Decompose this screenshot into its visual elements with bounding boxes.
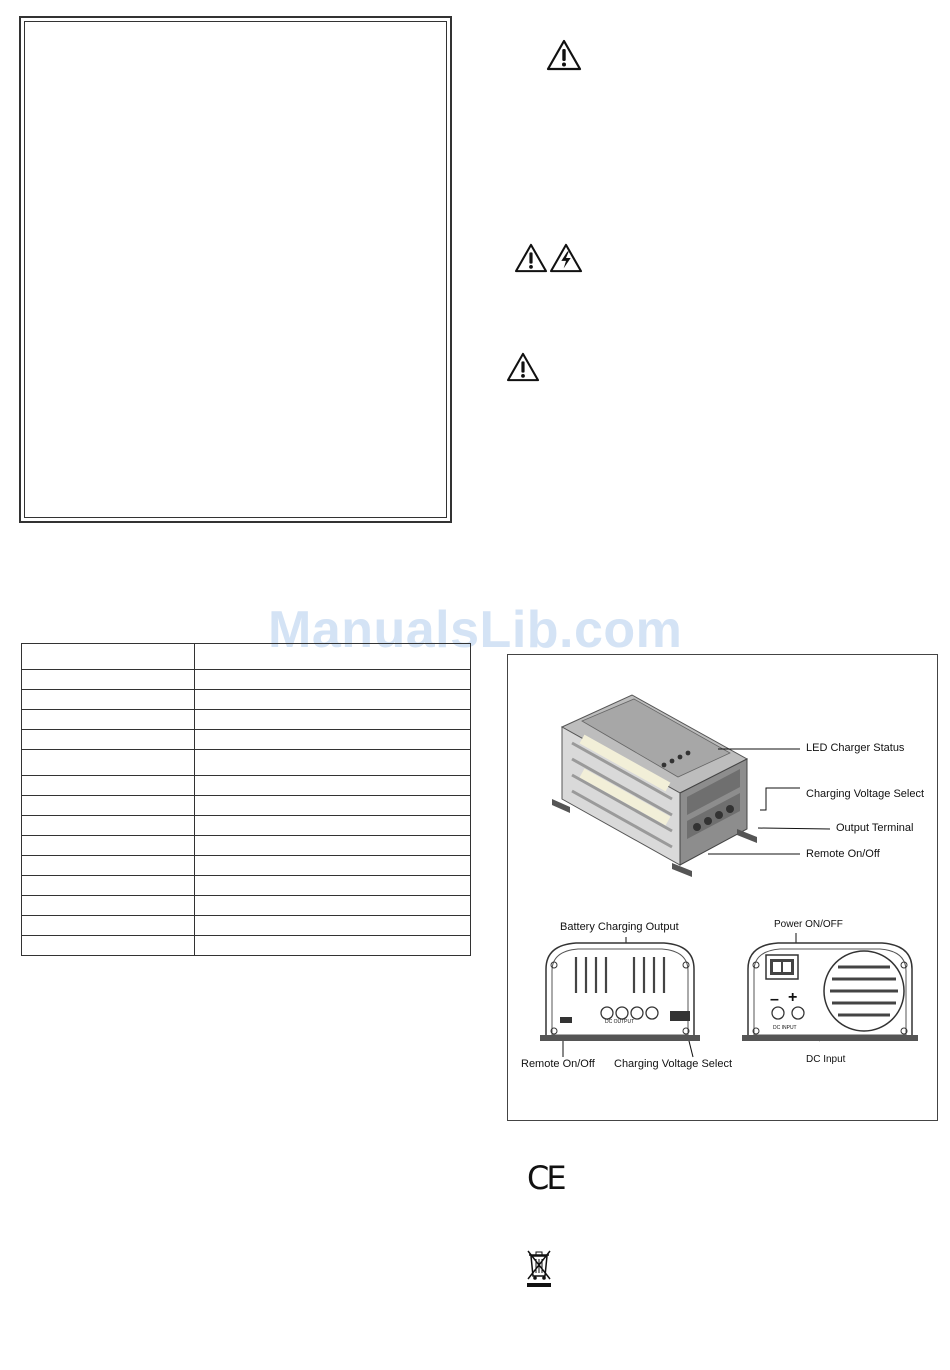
table-cell	[22, 710, 195, 730]
table-cell	[22, 816, 195, 836]
remote-label: Remote On/Off	[806, 848, 880, 860]
table-row	[22, 670, 471, 690]
caution-icon	[546, 39, 582, 71]
table-row	[22, 710, 471, 730]
table-row	[22, 896, 471, 916]
table-row	[22, 644, 471, 670]
table-cell	[195, 730, 471, 750]
product-diagram	[507, 654, 938, 1121]
table-cell	[195, 670, 471, 690]
output-terminal-label: Output Terminal	[836, 822, 914, 834]
plus-label: +	[788, 989, 798, 1006]
battery-output-label: Battery Charging Output	[560, 921, 679, 933]
table-row	[22, 916, 471, 936]
dc-input-label: DC Input	[806, 1054, 846, 1065]
voltage-select-bottom-label: Charging Voltage Select	[614, 1058, 733, 1070]
table-row	[22, 876, 471, 896]
weee-bin-icon	[526, 1248, 552, 1288]
watermark: ManualsLib.com	[268, 601, 683, 659]
table-row	[22, 776, 471, 796]
table-row	[22, 690, 471, 710]
table-cell	[22, 670, 195, 690]
ce-mark-icon: CE	[527, 1159, 564, 1197]
notice-box-inner-border	[24, 21, 447, 518]
table-row	[22, 836, 471, 856]
table-cell	[195, 690, 471, 710]
table-cell	[22, 796, 195, 816]
table-cell	[22, 896, 195, 916]
table-cell	[195, 816, 471, 836]
table-cell	[22, 776, 195, 796]
table-row	[22, 796, 471, 816]
minus-label: –	[770, 991, 779, 1008]
spec-table	[21, 643, 471, 956]
table-cell	[195, 916, 471, 936]
table-row	[22, 856, 471, 876]
notice-box	[19, 16, 452, 523]
table-cell	[22, 690, 195, 710]
table-cell	[195, 936, 471, 956]
caution-icon	[506, 352, 540, 382]
output-end-view	[536, 939, 704, 1041]
table-cell	[195, 896, 471, 916]
table-cell	[195, 710, 471, 730]
table-cell	[195, 856, 471, 876]
table-cell	[22, 856, 195, 876]
table-row	[22, 936, 471, 956]
table-cell	[195, 876, 471, 896]
table-cell	[22, 936, 195, 956]
leader-lines	[508, 655, 939, 1122]
table-cell	[22, 876, 195, 896]
electric-hazard-icon	[549, 243, 583, 273]
table-cell	[195, 776, 471, 796]
table-row	[22, 730, 471, 750]
table-cell	[195, 796, 471, 816]
table-cell	[22, 750, 195, 776]
led-status-label: LED Charger Status	[806, 742, 905, 754]
table-cell	[195, 836, 471, 856]
remote-bottom-label: Remote On/Off	[521, 1058, 595, 1070]
table-cell	[22, 644, 195, 670]
voltage-select-label: Charging Voltage Select	[806, 788, 925, 800]
table-cell	[195, 750, 471, 776]
table-row	[22, 750, 471, 776]
dc-output-small-label: DC OUTPUT	[605, 1019, 635, 1025]
input-end-view	[740, 939, 920, 1041]
caution-icon	[514, 243, 548, 273]
table-cell	[22, 730, 195, 750]
dc-input-small-label: DC INPUT	[773, 1025, 797, 1031]
table-cell	[22, 916, 195, 936]
power-switch-label: Power ON/OFF	[774, 919, 843, 930]
table-row	[22, 816, 471, 836]
table-cell	[195, 644, 471, 670]
table-cell	[22, 836, 195, 856]
